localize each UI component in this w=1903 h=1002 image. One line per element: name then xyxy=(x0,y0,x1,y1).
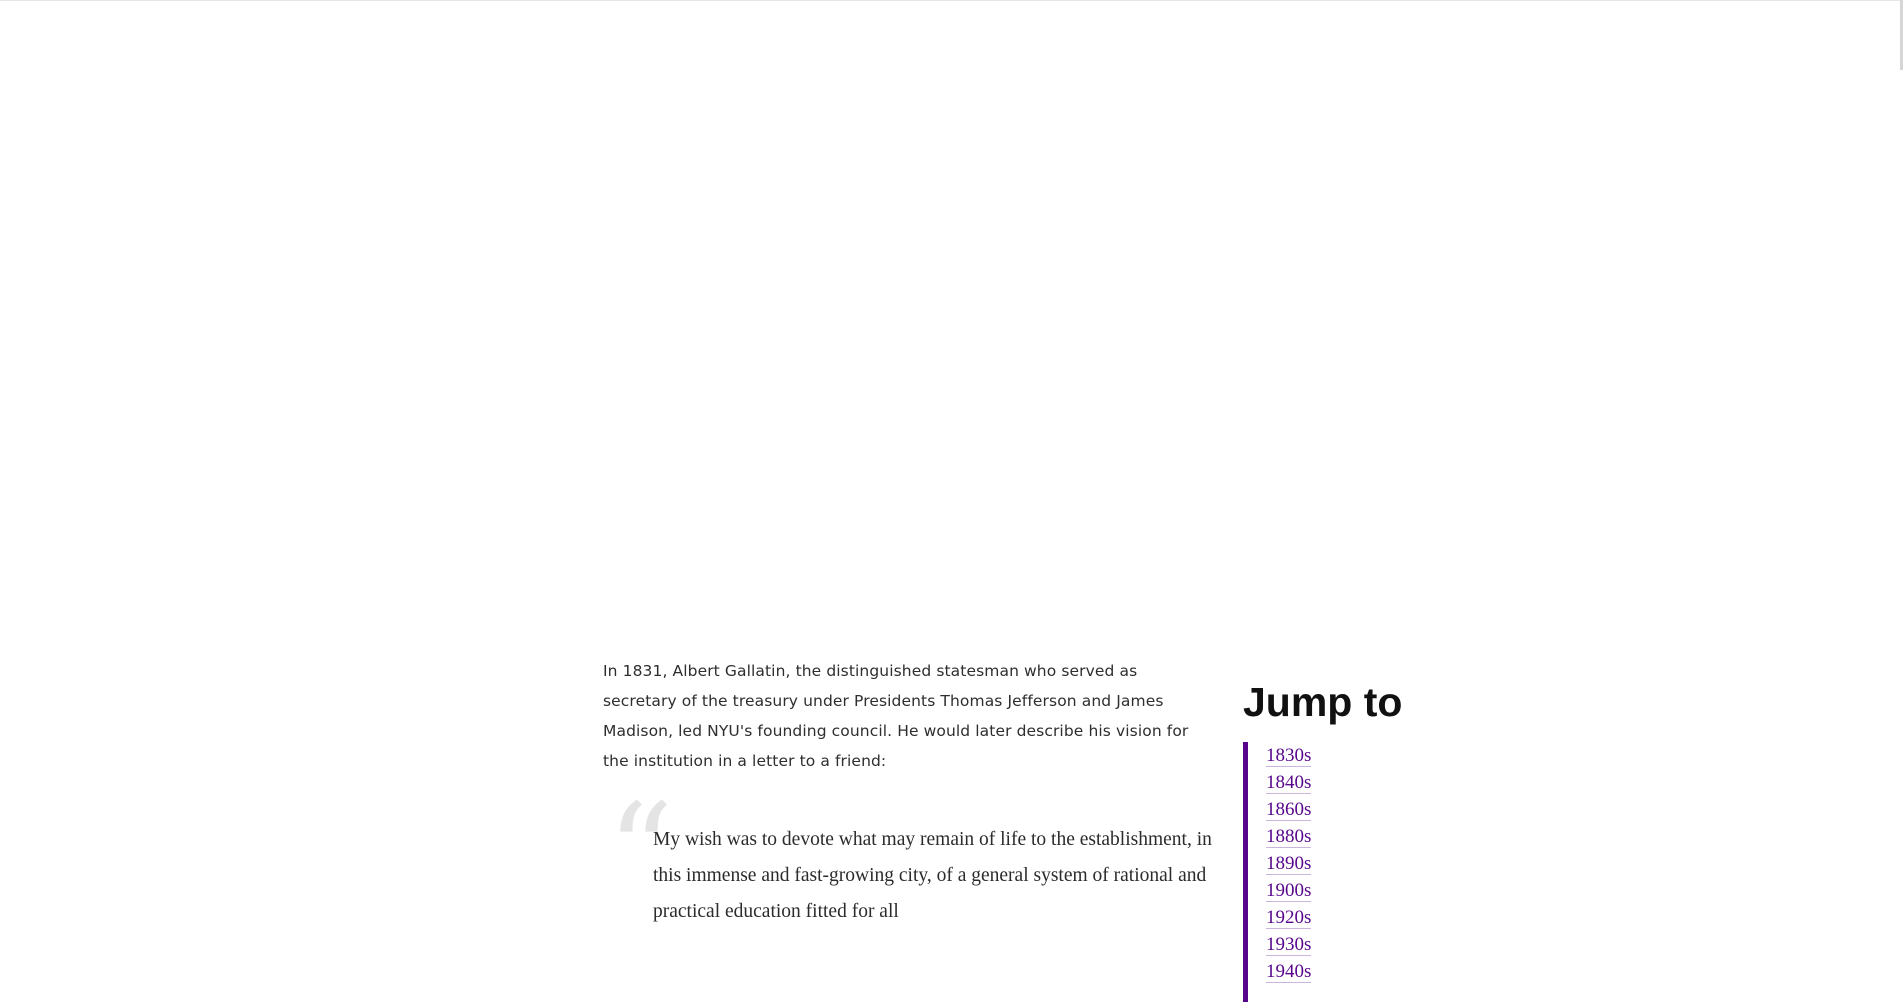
jump-item-1830s xyxy=(1266,742,1543,769)
jump-item-1940s xyxy=(1266,958,1543,985)
jump-link-1860s[interactable]: 1860s xyxy=(1266,799,1312,820)
jump-item-1900s xyxy=(1266,877,1543,904)
top-divider xyxy=(0,0,1903,1)
quote-text: My wish was to devote what may remain of life to the establishment, in this immense and fast-growing city, of a general system of rational and practical education fitted for all xyxy=(653,829,1212,922)
jump-link-1840s[interactable]: 1840s xyxy=(1266,772,1312,793)
jump-item-1880s xyxy=(1266,823,1543,850)
jump-link-1940s[interactable]: 1940s xyxy=(1266,961,1312,982)
jump-link-1930s[interactable]: 1930s xyxy=(1266,934,1312,955)
jump-item-1930s xyxy=(1266,931,1543,958)
jump-item-1860s xyxy=(1266,796,1543,823)
jump-link-1880s[interactable]: 1880s xyxy=(1266,826,1312,847)
pull-quote xyxy=(603,775,1213,930)
main-content xyxy=(603,656,1213,930)
jump-to-nav xyxy=(1243,676,1543,1002)
jump-link-1830s[interactable]: 1830s xyxy=(1266,745,1312,766)
jump-to-title: Jump to xyxy=(1243,679,1403,725)
intro-paragraph: In 1831, Albert Gallatin, the distinguished statesman who served as secretary of the treasury under Presidents Thomas Jefferson and James Madison, led NYU's founding council. He would later describe his vision for the institution in a letter to a friend: xyxy=(603,662,1189,770)
jump-to-list xyxy=(1243,742,1543,1002)
jump-link-1920s[interactable]: 1920s xyxy=(1266,907,1312,928)
jump-link-1900s[interactable]: 1900s xyxy=(1266,880,1312,901)
jump-link-1890s[interactable]: 1890s xyxy=(1266,853,1312,874)
jump-item-1920s xyxy=(1266,904,1543,931)
jump-item-1840s xyxy=(1266,769,1543,796)
jump-item-1890s xyxy=(1266,850,1543,877)
quote-mark-icon: “ xyxy=(607,775,674,927)
